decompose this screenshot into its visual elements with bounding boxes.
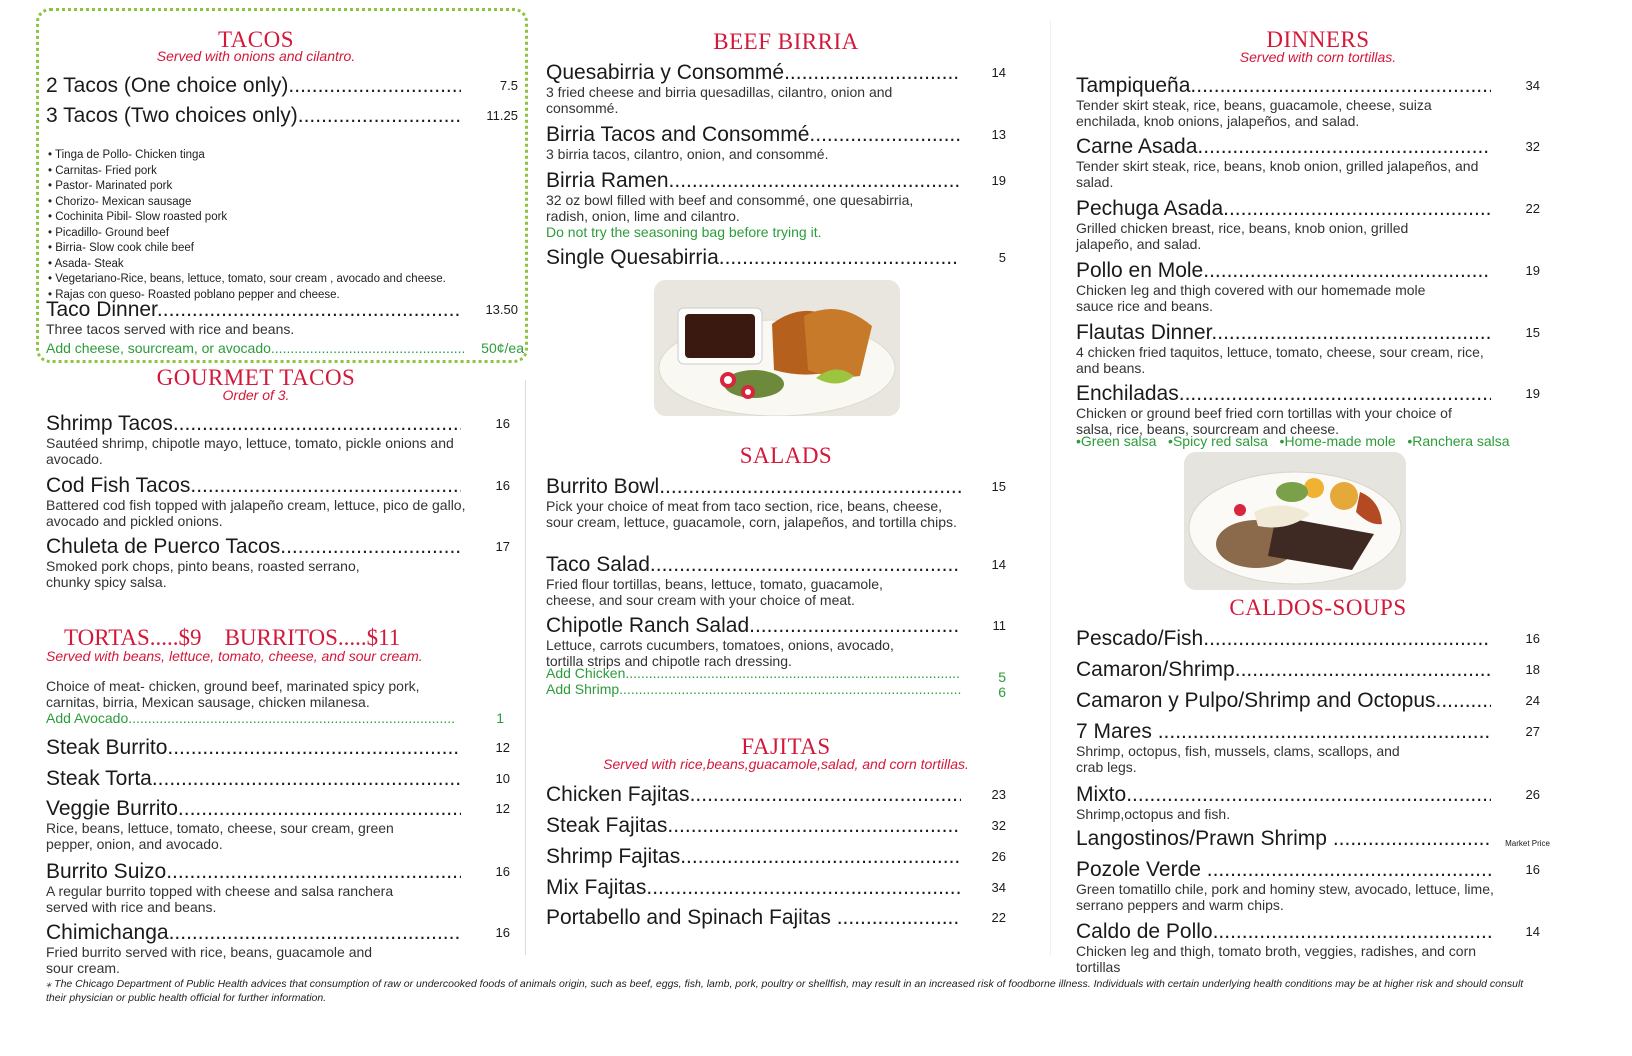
item-name: Pechuga Asada .....	[1076, 197, 1491, 220]
item-description: Lettuce, carrots cucumbers, tomatoes, onions, avocado, tortilla strips and chipotle rach dressing.	[546, 637, 894, 669]
menu-item	[546, 123, 1006, 162]
menu-item	[1076, 382, 1540, 437]
filling-item: • Pastor- Marinated pork	[48, 179, 446, 195]
item-name: Pozole Verde .....	[1076, 858, 1491, 881]
item-price: 27	[1525, 724, 1540, 739]
tortas-addon	[46, 710, 504, 726]
item-name: 7 Mares .....	[1076, 720, 1491, 743]
item-description: Smoked pork chops, pinto beans, roasted serrano, chunky spicy salsa.	[46, 558, 360, 590]
menu-item	[1076, 74, 1540, 129]
item-description: 4 chicken fried taquitos, lettuce, tomato, cheese, sour cream, rice, and beans.	[1076, 344, 1484, 376]
filling-item: • Cochinita Pibil- Slow roasted pork	[48, 210, 446, 226]
menu-item	[546, 614, 1006, 669]
item-name: Chicken Fajitas .....	[546, 783, 961, 806]
item-description: Tender skirt steak, rice, beans, guacamole, cheese, suiza enchilada, knob onions, jalapeños, and salad.	[1076, 97, 1432, 129]
item-price: 12	[495, 801, 510, 816]
item-description: Battered cod fish topped with jalapeño cream, lettuce, pico de gallo, avocado and pickled onions.	[46, 497, 466, 529]
filling-item: • Vegetariano-Rice, beans, lettuce, tomato, sour cream , avocado and cheese.	[48, 272, 446, 288]
item-price: 16	[1525, 862, 1540, 877]
menu-item	[1076, 197, 1540, 252]
birria-title: BEEF BIRRIA	[713, 29, 859, 54]
item-price: 13	[991, 127, 1006, 142]
item-price: 23	[991, 787, 1006, 802]
tortas-meat-choice: Choice of meat- chicken, ground beef, marinated spicy pork, carnitas, birria, Mexican sausage, chicken milanesa.	[46, 678, 420, 710]
addon-price: 1	[496, 710, 504, 726]
item-name: Flautas Dinner .....	[1076, 321, 1491, 344]
item-price: 19	[1525, 263, 1540, 278]
menu-item	[546, 61, 1006, 116]
burritos-title: BURRITOS.....$11	[224, 625, 401, 650]
item-price: 16	[495, 416, 510, 431]
item-price: 16	[1525, 631, 1540, 646]
item-price: 5	[998, 250, 1006, 265]
salads-title: SALADS	[739, 443, 833, 468]
item-price: 32	[991, 818, 1006, 833]
item-name: Burrito Bowl .....	[546, 475, 961, 498]
item-price: 24	[1525, 693, 1540, 708]
menu-item	[546, 553, 1006, 608]
tacos-addon	[46, 340, 524, 356]
item-name: Chimichanga .....	[46, 921, 461, 944]
menu-item	[1076, 720, 1540, 775]
taco-fillings-list	[48, 148, 446, 303]
menu-item	[546, 814, 1006, 837]
item-name: Mixto .....	[1076, 783, 1491, 806]
menu-item	[1076, 920, 1540, 975]
item-price: 11	[992, 618, 1006, 633]
fajitas-subtitle: Served with rice,beans,guacamole,salad, and corn tortillas.	[603, 756, 969, 772]
column-divider	[525, 380, 526, 955]
item-name: 2 Tacos (One choice only) .....	[46, 74, 461, 97]
caldos-title: CALDOS-SOUPS	[1229, 595, 1407, 620]
item-price: 19	[1525, 386, 1540, 401]
filling-item: • Tinga de Pollo- Chicken tinga	[48, 148, 446, 164]
column-divider	[1050, 20, 1051, 955]
menu-item	[546, 906, 1006, 929]
item-name: Burrito Suizo .....	[46, 860, 461, 883]
item-name: Mix Fajitas .....	[546, 876, 961, 899]
menu-item	[546, 246, 1006, 269]
addon-price: 5	[998, 669, 1006, 685]
dinners-title: DINNERS	[1266, 27, 1370, 52]
item-name: 3 Tacos (Two choices only) .....	[46, 104, 461, 127]
birria-note: Do not try the seasoning bag before trying it.	[546, 224, 822, 240]
tortas-subtitle: Served with beans, lettuce, tomato, cheese, and sour cream.	[46, 648, 423, 664]
menu-item	[46, 412, 510, 467]
item-price: 15	[991, 479, 1006, 494]
item-description: Shrimp, octopus, fish, mussels, clams, scallops, and crab legs.	[1076, 743, 1400, 775]
item-price: 22	[1525, 201, 1540, 216]
menu-item	[1076, 658, 1540, 681]
item-name: Caldo de Pollo .....	[1076, 920, 1491, 943]
addon-name: Add Chicken .....	[546, 665, 961, 681]
addon-price: 50¢/ea	[481, 340, 524, 356]
item-name: Quesabirria y Consommé .....	[546, 61, 961, 84]
menu-item	[46, 736, 510, 759]
item-name: Pescado/Fish .....	[1076, 627, 1491, 650]
item-description: Sautéed shrimp, chipotle mayo, lettuce, tomato, pickle onions and avocado.	[46, 435, 454, 467]
item-price: 14	[1525, 924, 1540, 939]
item-name: Chuleta de Puerco Tacos .....	[46, 535, 461, 558]
filling-item: • Birria- Slow cook chile beef	[48, 241, 446, 257]
item-price: 13.50	[485, 302, 518, 317]
item-price: 19	[991, 173, 1006, 188]
item-price: 16	[495, 478, 510, 493]
item-description: Three tacos served with rice and beans.	[46, 321, 295, 337]
item-name: Birria Tacos and Consommé .....	[546, 123, 961, 146]
item-name: Pollo en Mole .....	[1076, 259, 1491, 282]
item-name: Langostinos/Prawn Shrimp .....	[1076, 827, 1491, 850]
menu-item	[46, 797, 510, 852]
item-description: Chicken leg and thigh covered with our homemade mole sauce rice and beans.	[1076, 282, 1426, 314]
item-price: 14	[991, 557, 1006, 572]
item-description: Fried flour tortillas, beans, lettuce, tomato, guacamole, cheese, and sour cream with your choice of meat.	[546, 576, 883, 608]
item-name: Steak Burrito .....	[46, 736, 461, 759]
menu-item	[1076, 321, 1540, 376]
item-name: Camaron y Pulpo/Shrimp and Octopus .....	[1076, 689, 1491, 712]
salads-addon	[546, 665, 1006, 685]
item-name: Shrimp Tacos .....	[46, 412, 461, 435]
menu-item	[546, 169, 1006, 240]
item-price: 17	[495, 539, 510, 554]
item-price: 14	[991, 65, 1006, 80]
menu-item	[1076, 689, 1540, 712]
filling-item: • Picadillo- Ground beef	[48, 226, 446, 242]
item-name: Chipotle Ranch Salad .....	[546, 614, 961, 637]
item-price: 22	[991, 910, 1006, 925]
gourmet-subtitle: Order of 3.	[222, 387, 290, 403]
item-name: Steak Torta .....	[46, 767, 461, 790]
filling-item: • Asada- Steak	[48, 257, 446, 273]
item-description: 3 fried cheese and birria quesadillas, cilantro, onion and consommé.	[546, 84, 893, 116]
item-name: Taco Dinner .....	[46, 298, 461, 321]
item-description: Tender skirt steak, rice, beans, knob onion, grilled jalapeños, and salad.	[1076, 158, 1479, 190]
item-description: A regular burrito topped with cheese and salsa ranchera served with rice and beans.	[46, 883, 394, 915]
menu-item	[46, 74, 518, 97]
item-description: Fried burrito served with rice, beans, guacamole and sour cream.	[46, 944, 373, 976]
item-price: Market Price	[1505, 839, 1550, 848]
menu-item	[46, 535, 510, 590]
tacos-subtitle: Served with onions and cilantro.	[156, 48, 356, 64]
item-price: 16	[495, 925, 510, 940]
item-description: Rice, beans, lettuce, tomato, cheese, sour cream, green pepper, onion, and avocado.	[46, 820, 394, 852]
menu-item	[1076, 135, 1540, 190]
menu-item	[546, 475, 1006, 530]
item-price: 34	[991, 880, 1006, 895]
filling-item: • Chorizo- Mexican sausage	[48, 195, 446, 211]
item-price: 12	[495, 740, 510, 755]
item-name: Cod Fish Tacos .....	[46, 474, 461, 497]
item-price: 7.5	[499, 78, 518, 93]
menu-item	[46, 767, 510, 790]
item-description: Pick your choice of meat from taco section, rice, beans, cheese, sour cream, lettuce, guacamole, corn, jalapeños, and tortilla chips.	[546, 498, 957, 530]
item-description: Grilled chicken breast, rice, beans, knob onion, grilled jalapeño, and salad.	[1076, 220, 1409, 252]
item-name: Single Quesabirria .....	[546, 246, 956, 269]
dinner-plate-photo	[1184, 452, 1406, 590]
item-price: 26	[1525, 787, 1540, 802]
tortas-burritos-title	[64, 626, 504, 650]
quesabirria-illustration	[654, 280, 900, 416]
item-description: Green tomatillo chile, pork and hominy stew, avocado, lettuce, lime, serrano peppers and warm chips.	[1076, 881, 1494, 913]
item-description: 3 birria tacos, cilantro, onion, and consommé.	[546, 146, 829, 162]
filling-item: • Carnitas- Fried pork	[48, 164, 446, 180]
item-price: 16	[495, 864, 510, 879]
item-name: Enchiladas .....	[1076, 382, 1491, 405]
menu-item	[546, 845, 1006, 868]
tortas-title: TORTAS.....$9	[64, 625, 202, 650]
gourmet-title: GOURMET TACOS	[156, 365, 356, 390]
item-name: Birria Ramen .....	[546, 169, 961, 192]
menu-item	[46, 474, 510, 529]
item-price: 15	[1525, 325, 1540, 340]
salads-addon	[546, 681, 1006, 700]
menu-item	[46, 104, 518, 127]
tacos-title: TACOS	[217, 27, 295, 52]
menu-item	[546, 876, 1006, 899]
enchilada-salsa-options: •Green salsa •Spicy red salsa •Home-made mole •Ranchera salsa	[1076, 433, 1510, 449]
menu-item	[1076, 627, 1540, 650]
item-price: 10	[495, 771, 510, 786]
health-disclaimer: ⁎ The Chicago Department of Public Health advices that consumption of raw or undercooked foods of animals origin, such as beef, eggs, fish, lamb, pork, poultry or shellfish, may result in an increased risk of foodborne illness. Individuals with certain underlying health conditions may be at higher risk and should consult their physician or public health official for further information.	[46, 978, 1524, 1004]
item-name: Camaron/Shrimp .....	[1076, 658, 1491, 681]
dinners-subtitle: Served with corn tortillas.	[1239, 49, 1397, 65]
item-price: 11.25	[486, 108, 518, 123]
filling-item: • Rajas con queso- Roasted poblano pepper and cheese.	[48, 288, 446, 304]
quesabirria-photo	[654, 280, 900, 416]
menu-item	[46, 921, 510, 976]
addon-name: Add cheese, sourcream, or avocado .....	[46, 340, 464, 356]
item-description: Chicken or ground beef fried corn tortillas with your choice of salsa, rice, beans, sourcream and cheese.	[1076, 405, 1452, 437]
addon-name: Add Avocado .....	[46, 710, 456, 726]
item-name: Portabello and Spinach Fajitas .....	[546, 906, 961, 929]
taco-dinner-item	[46, 298, 518, 337]
item-name: Steak Fajitas .....	[546, 814, 961, 837]
menu-item	[1076, 783, 1540, 822]
item-price: 26	[991, 849, 1006, 864]
item-description: Chicken leg and thigh, tomato broth, veggies, radishes, and corn tortillas	[1076, 943, 1477, 975]
item-price: 32	[1525, 139, 1540, 154]
menu-item	[1076, 827, 1550, 850]
dinner-plate-illustration	[1184, 452, 1406, 590]
menu-item	[46, 860, 510, 915]
menu-item	[546, 783, 1006, 806]
addon-price: 6	[998, 684, 1006, 700]
item-name: Carne Asada .....	[1076, 135, 1491, 158]
addon-name: Add Shrimp .....	[546, 681, 961, 697]
item-name: Tampiqueña .....	[1076, 74, 1491, 97]
item-name: Shrimp Fajitas .....	[546, 845, 961, 868]
item-price: 18	[1525, 662, 1540, 677]
menu-item	[1076, 858, 1540, 913]
menu-item	[1076, 259, 1540, 314]
item-name: Taco Salad .....	[546, 553, 961, 576]
item-price: 34	[1525, 78, 1540, 93]
item-description: Shrimp,octopus and fish.	[1076, 806, 1231, 822]
item-name: Veggie Burrito .....	[46, 797, 461, 820]
item-description: 32 oz bowl filled with beef and consommé, one quesabirria, radish, onion, lime and cilantro.	[546, 192, 914, 224]
fajitas-title: FAJITAS	[741, 734, 831, 759]
